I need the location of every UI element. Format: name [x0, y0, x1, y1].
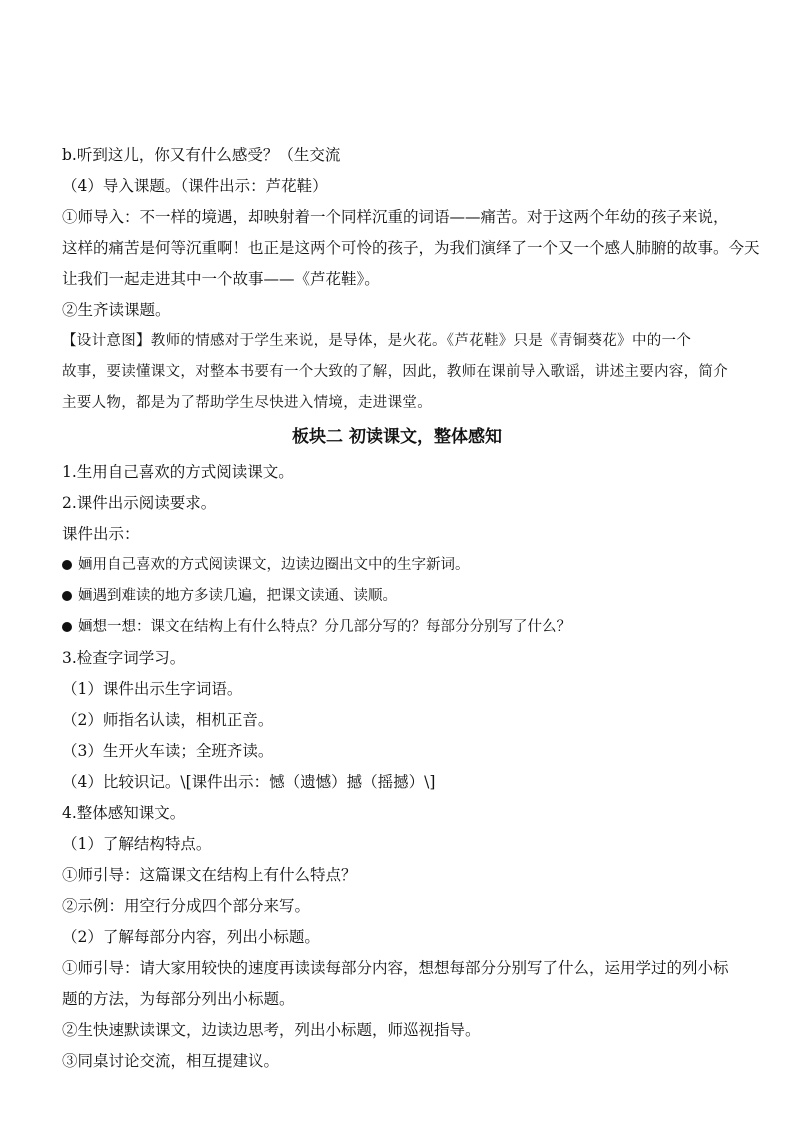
bullet-dot-icon — [62, 591, 72, 601]
design-intent-line-3: 主要人物，都是为了帮助学生尽快进入情境，走进课堂。 — [62, 395, 432, 411]
item-4-2-a-line-2: 题的方法，为每部分列出小标题。 — [62, 990, 295, 1008]
step-import-title: （4）导入课题。（课件出示：芦花鞋） — [62, 177, 328, 195]
bullet-dot-icon — [62, 560, 72, 570]
item-3-1: （1）课件出示生字词语。 — [62, 680, 243, 698]
bullet-dot-icon — [62, 622, 72, 632]
requirement-bullet — [62, 617, 571, 637]
item-2: 2.课件出示阅读要求。 — [62, 494, 217, 512]
requirement-text: 婳想一想：课文在结构上有什么特点？分几部分写的？每部分分别写了什么？ — [78, 619, 571, 635]
item-4: 4.整体感知课文。 — [62, 804, 186, 822]
item-3-4: （4）比较识记。\[课件出示：憾（遗憾）撼（摇撼）\] — [62, 773, 436, 791]
item-4-1-b: ②示例：用空行分成四个部分来写。 — [62, 897, 311, 915]
teacher-intro-line-2: 这样的痛苦是何等沉重啊！也正是这两个可怜的孩子，为我们演绎了一个又一个感人肺腑的故事。今天 — [62, 239, 760, 257]
item-3-3: （3）生开火车读；全班齐读。 — [62, 742, 274, 760]
teacher-intro-line-1: ①师导入：不一样的境遇，却映射着一个同样沉重的词语——痛苦。对于这两个年幼的孩子来说， — [62, 208, 729, 226]
item-3-2: （2）师指名认读，相机正音。 — [62, 711, 274, 729]
item-4-1-a: ①师引导：这篇课文在结构上有什么特点？ — [62, 866, 357, 884]
question-text: b.听到这儿，你又有什么感受？（生交流 — [62, 146, 341, 164]
students-read-title: ②生齐读课题。 — [62, 301, 171, 319]
requirement-bullet — [62, 586, 397, 606]
design-intent-line-2: 故事，要读懂课文，对整本书要有一个大致的了解，因此，教师在课前导入歌谣，讲述主要内容，简介 — [62, 364, 728, 380]
design-intent-line-1: 【设计意图】教师的情感对于学生来说，是导体，是火花。《芦花鞋》只是《青铜葵花》中的一个 — [62, 333, 692, 349]
item-4-2-c: ③同桌讨论交流，相互提建议。 — [62, 1052, 280, 1070]
teacher-intro-line-3: 让我们一起走进其中一个故事——《芦花鞋》。 — [62, 270, 380, 288]
courseware-label: 课件出示： — [62, 525, 140, 543]
item-4-1: （1）了解结构特点。 — [62, 835, 212, 853]
requirement-bullet — [62, 555, 470, 575]
item-4-2: （2）了解每部分内容，列出小标题。 — [62, 928, 320, 946]
item-4-2-a-line-1: ①师引导：请大家用较快的速度再读读每部分内容，想想每部分分别写了什么，运用学过的列小标 — [62, 959, 729, 977]
section-heading: 板块二 初读课文，整体感知 — [292, 427, 502, 447]
requirement-text: 婳遇到难读的地方多读几遍，把课文读通、读顺。 — [78, 588, 397, 604]
item-3: 3.检查字词学习。 — [62, 649, 186, 667]
item-1: 1.生用自己喜欢的方式阅读课文。 — [62, 463, 294, 481]
requirement-text: 婳用自己喜欢的方式阅读课文，边读边圈出文中的生字新词。 — [78, 557, 470, 573]
item-4-2-b: ②生快速默读课文，边读边思考，列出小标题，师巡视指导。 — [62, 1021, 481, 1039]
